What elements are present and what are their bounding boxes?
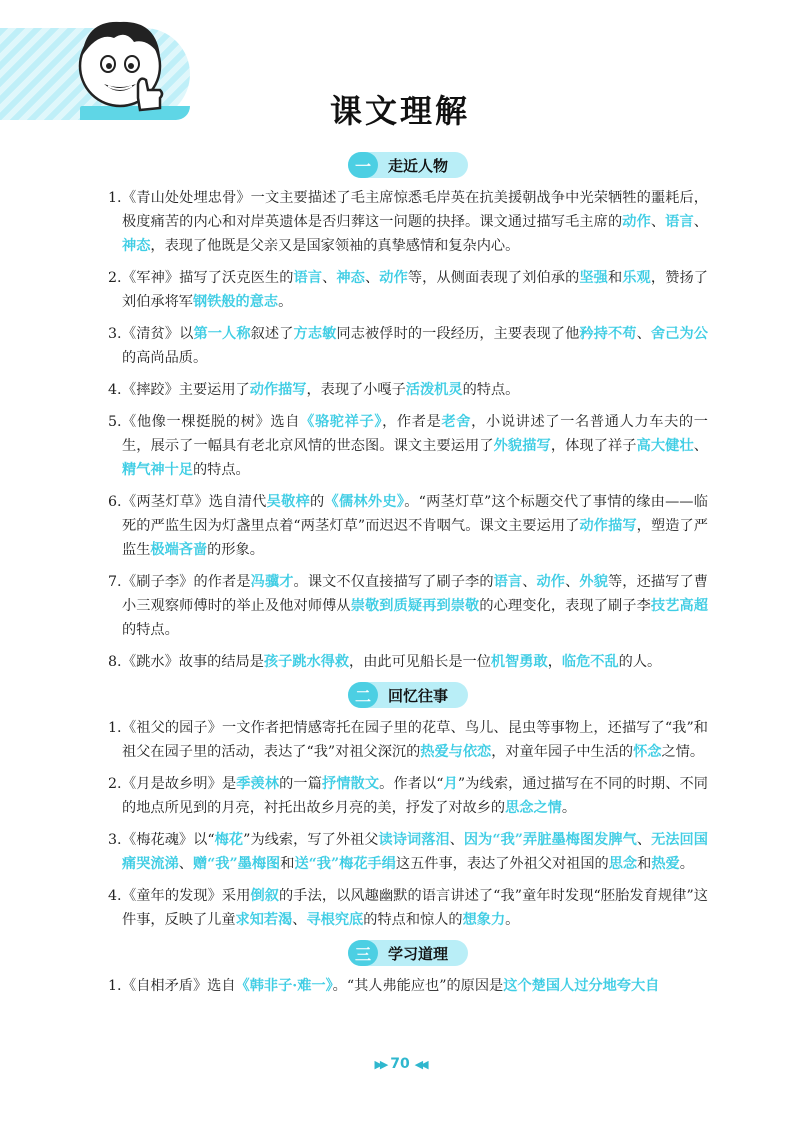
section-number-badge: 二 [348, 682, 378, 708]
text-segment: 和 [637, 856, 652, 872]
section-title: 学习道理 [387, 944, 448, 963]
text-segment: 这五件事，表达了外祖父对祖国的 [395, 856, 609, 872]
answer-highlight: 老舍 [441, 414, 472, 430]
answer-highlight: 梅花 [214, 832, 244, 848]
section-header [108, 152, 708, 178]
text-segment: 《清贫》以 [122, 326, 194, 342]
answer-highlight: 极端吝啬 [150, 542, 208, 558]
list-item [108, 828, 708, 876]
answer-highlight: 求知若渴 [235, 912, 293, 928]
answer-highlight: 《儒林外史》 [324, 494, 405, 510]
answer-highlight: 热爱与依恋 [420, 744, 492, 760]
text-segment: 的手法，以风趣幽默的语言讲述了“我”童年时发现“胚胎发育规律”这件事，反映了儿童 [122, 888, 708, 928]
text-segment: 、 [650, 214, 666, 230]
text-segment: ， [547, 654, 562, 670]
item-text [122, 378, 708, 402]
item-number: 6. [108, 494, 122, 510]
answer-highlight: 热爱 [651, 856, 680, 872]
item-number: 8. [108, 654, 122, 670]
text-segment: ，表现了他既是父亲又是国家领袖的真挚感情和复杂内心。 [150, 238, 520, 254]
text-segment: 的形象。 [207, 542, 264, 558]
text-segment: ”为线索，通过描写在不同的时期、不同的地点所见到的月亮，衬托出故乡月亮的美，抒发了对故乡的 [122, 776, 708, 816]
answer-highlight: 《韩非子·难一》 [235, 978, 333, 994]
text-segment: ，由此可见船长是一位 [349, 654, 491, 670]
item-text [122, 322, 708, 370]
answer-highlight: 动作 [622, 214, 651, 230]
item-text [122, 490, 708, 562]
text-segment: 。作者以“ [379, 776, 444, 792]
answer-highlight: 因为“我”弄脏墨梅图发脾气 [463, 832, 637, 848]
answer-highlight: 《骆驼祥子》 [300, 414, 383, 430]
item-number: 7. [108, 574, 122, 590]
text-segment: 。 [505, 912, 520, 928]
item-number: 1. [108, 720, 122, 736]
text-segment: 、 [449, 832, 464, 848]
text-segment: 、 [364, 270, 380, 286]
text-segment: 、 [636, 326, 651, 342]
answer-highlight: 神态 [336, 270, 365, 286]
answer-highlight: 方志敏 [293, 326, 337, 342]
text-segment: 的人。 [618, 654, 662, 670]
text-segment: ，赞扬了刘伯承将军 [122, 270, 708, 310]
text-segment: 和 [280, 856, 295, 872]
answer-highlight: 舍己为公 [650, 326, 708, 342]
list-item [108, 266, 708, 314]
page-number-left-arrow-icon: ▶▶ [374, 1058, 386, 1071]
answer-highlight: 矜持不苟 [579, 326, 637, 342]
answer-highlight: 倒叙 [250, 888, 280, 904]
item-number: 2. [108, 776, 122, 792]
answer-highlight: 想象力 [462, 912, 506, 928]
answer-highlight: 第一人称 [193, 326, 251, 342]
list-item [108, 490, 708, 562]
text-segment: 《青山处处埋忠骨》一文主要描述了毛主席惊悉毛岸英在抗美援朝战争中光荣牺牲的噩耗后，极度痛苦的内心和对岸英遗体是否归葬这一问题的抉择。课文通过描写毛主席的 [122, 190, 708, 230]
section-title-pill [348, 152, 468, 178]
text-segment: 、 [636, 832, 652, 848]
answer-highlight: 外貌描写 [493, 438, 551, 454]
answer-highlight: 怀念 [633, 744, 662, 760]
answer-highlight: 动作描写 [579, 518, 637, 534]
text-segment: 叙述了 [250, 326, 294, 342]
text-segment: 《两茎灯草》选自清代 [122, 494, 267, 510]
list-item [108, 378, 708, 402]
item-text [122, 884, 708, 932]
text-segment: 的特点。 [122, 622, 179, 638]
text-segment: 的 [310, 494, 325, 510]
content-area [108, 150, 708, 1006]
answer-highlight: 机智勇敢 [490, 654, 548, 670]
text-segment: 。 [278, 294, 293, 310]
item-text [122, 410, 708, 482]
item-number: 1. [108, 190, 122, 206]
answer-highlight: 赠“我”墨梅图 [192, 856, 281, 872]
text-segment: 。“其人弗能应也”的原因是 [332, 978, 504, 994]
item-number: 4. [108, 382, 122, 398]
list-item [108, 772, 708, 820]
answer-highlight: 动作 [379, 270, 408, 286]
item-text [122, 186, 708, 258]
answer-highlight: 崇敬到质疑再到崇敬 [350, 598, 480, 614]
item-number: 5. [108, 414, 122, 430]
answer-highlight: 技艺高超 [650, 598, 708, 614]
item-number: 3. [108, 832, 122, 848]
section-header [108, 682, 708, 708]
text-segment: 的特点。 [462, 382, 520, 398]
text-segment: 、 [292, 912, 307, 928]
item-number: 1. [108, 978, 122, 994]
answer-highlight: 读诗词落泪 [378, 832, 450, 848]
section-title: 回忆往事 [387, 686, 448, 705]
section-number-badge: 三 [348, 940, 378, 966]
text-segment: 同志被俘时的一段经历，主要表现了他 [336, 326, 580, 342]
text-segment: 。 [561, 800, 577, 816]
answer-highlight: 思念 [608, 856, 638, 872]
answer-highlight: 冯骥才 [250, 574, 294, 590]
answer-highlight: 孩子跳水得救 [263, 654, 350, 670]
page-number: ▶▶ 70 ◀◀ [374, 1056, 426, 1072]
text-segment: 的心理变化，表现了刷子李 [479, 598, 651, 614]
answer-highlight: 坚强 [579, 270, 608, 286]
list-item [108, 186, 708, 258]
answer-highlight: 动作 [536, 574, 566, 590]
text-segment: 《刷子李》的作者是 [122, 574, 251, 590]
text-segment: 的特点。 [192, 462, 250, 478]
text-segment: 《童年的发现》采用 [122, 888, 251, 904]
answer-highlight: 季羡林 [236, 776, 280, 792]
page-title: 课文理解 [329, 92, 470, 130]
text-segment: 。 [679, 856, 694, 872]
list-item [108, 716, 708, 764]
text-segment: 《祖父的园子》一文作者把情感寄托在园子里的花草、鸟儿、昆虫等事物上，还描写了“我”和祖父在园子里的活动，表达了“我”对祖父深沉的 [122, 720, 708, 760]
answer-highlight: 思念之情 [505, 800, 562, 816]
text-segment: 《跳水》故事的结局是 [122, 654, 264, 670]
answer-highlight: 精气神十足 [122, 462, 193, 478]
answer-highlight: 语言 [293, 270, 323, 286]
text-segment: 。课文不仅直接描写了刷子李的 [293, 574, 494, 590]
text-segment: 《他像一棵挺脱的树》选自 [122, 414, 301, 430]
text-segment: ”为线索，写了外祖父 [243, 832, 379, 848]
list-item [108, 974, 708, 998]
answer-highlight: 临危不乱 [561, 654, 619, 670]
answer-highlight: 语言 [493, 574, 523, 590]
item-text [122, 716, 708, 764]
text-segment: 、 [522, 574, 537, 590]
answer-highlight: 活泼机灵 [405, 382, 463, 398]
answer-highlight: 吴敬梓 [266, 494, 311, 510]
text-segment: 《摔跤》主要运用了 [122, 382, 250, 398]
list-item [108, 884, 708, 932]
section-number-badge: 一 [348, 152, 378, 178]
answer-highlight: 无法回国痛哭流涕 [122, 832, 708, 872]
text-segment: ，作者是 [382, 414, 442, 430]
text-segment: 。“两茎灯草”这个标题交代了事情的缘由——临死的严监生因为灯盏里点着“两茎灯草”而迟迟不肯咽气。课文主要运用了 [122, 494, 708, 534]
text-segment: ，塑造了严监生 [122, 518, 708, 558]
item-number: 3. [108, 326, 122, 342]
text-segment: 、 [693, 438, 708, 454]
text-segment: 《月是故乡明》是 [122, 776, 237, 792]
item-text [122, 266, 708, 314]
answer-highlight: 外貌 [579, 574, 608, 590]
text-segment: 等，还描写了曹小三观察师傅时的举止及他对师傅从 [122, 574, 708, 614]
text-segment: ，小说讲述了一名普通人力车夫的一生，展示了一幅具有老北京风情的世态图。课文主要运用了 [122, 414, 708, 454]
text-segment: 等，从侧面表现了刘伯承的 [407, 270, 580, 286]
answer-highlight: 钢铁般的意志 [192, 294, 279, 310]
text-segment: ，对童年园子中生活的 [491, 744, 634, 760]
text-segment: 的一篇 [279, 776, 322, 792]
list-item [108, 322, 708, 370]
page-number-right-arrow-icon: ◀◀ [414, 1058, 426, 1071]
text-segment: 、 [178, 856, 193, 872]
answer-highlight: 月 [443, 776, 458, 792]
item-text [122, 772, 708, 820]
text-segment: ，表现了小嘎子 [306, 382, 406, 398]
text-segment: 、 [565, 574, 580, 590]
list-item [108, 410, 708, 482]
list-item [108, 650, 708, 674]
text-segment: 的特点和惊人的 [363, 912, 463, 928]
text-segment: ，体现了祥子 [550, 438, 637, 454]
text-segment: 之情。 [661, 744, 705, 760]
item-text [122, 974, 708, 998]
section-title: 走近人物 [387, 156, 448, 175]
section-header [108, 940, 708, 966]
answer-highlight: 寻根究底 [306, 912, 364, 928]
answer-highlight: 高大健壮 [636, 438, 694, 454]
text-segment: 、 [322, 270, 337, 286]
section-title-pill [348, 940, 468, 966]
text-segment: 《梅花魂》以“ [122, 832, 215, 848]
list-item [108, 570, 708, 642]
section-title-pill [348, 682, 468, 708]
answer-highlight: 语言 [665, 214, 694, 230]
text-segment: 《军神》描写了沃克医生的 [122, 270, 294, 286]
text-segment: 、 [693, 214, 708, 230]
answer-highlight: 这个楚国人过分地夸大自 [503, 978, 660, 994]
item-text [122, 828, 708, 876]
answer-highlight: 送“我”梅花手绢 [294, 856, 396, 872]
answer-highlight: 动作描写 [249, 382, 307, 398]
text-segment: 的高尚品质。 [122, 350, 208, 366]
answer-highlight: 抒情散文 [321, 776, 380, 792]
answer-highlight: 乐观 [622, 270, 651, 286]
text-segment: 《自相矛盾》选自 [122, 978, 236, 994]
item-number: 4. [108, 888, 122, 904]
item-number: 2. [108, 270, 122, 286]
item-text [122, 570, 708, 642]
text-segment: 和 [607, 270, 623, 286]
item-text [122, 650, 708, 674]
answer-highlight: 神态 [122, 238, 151, 254]
